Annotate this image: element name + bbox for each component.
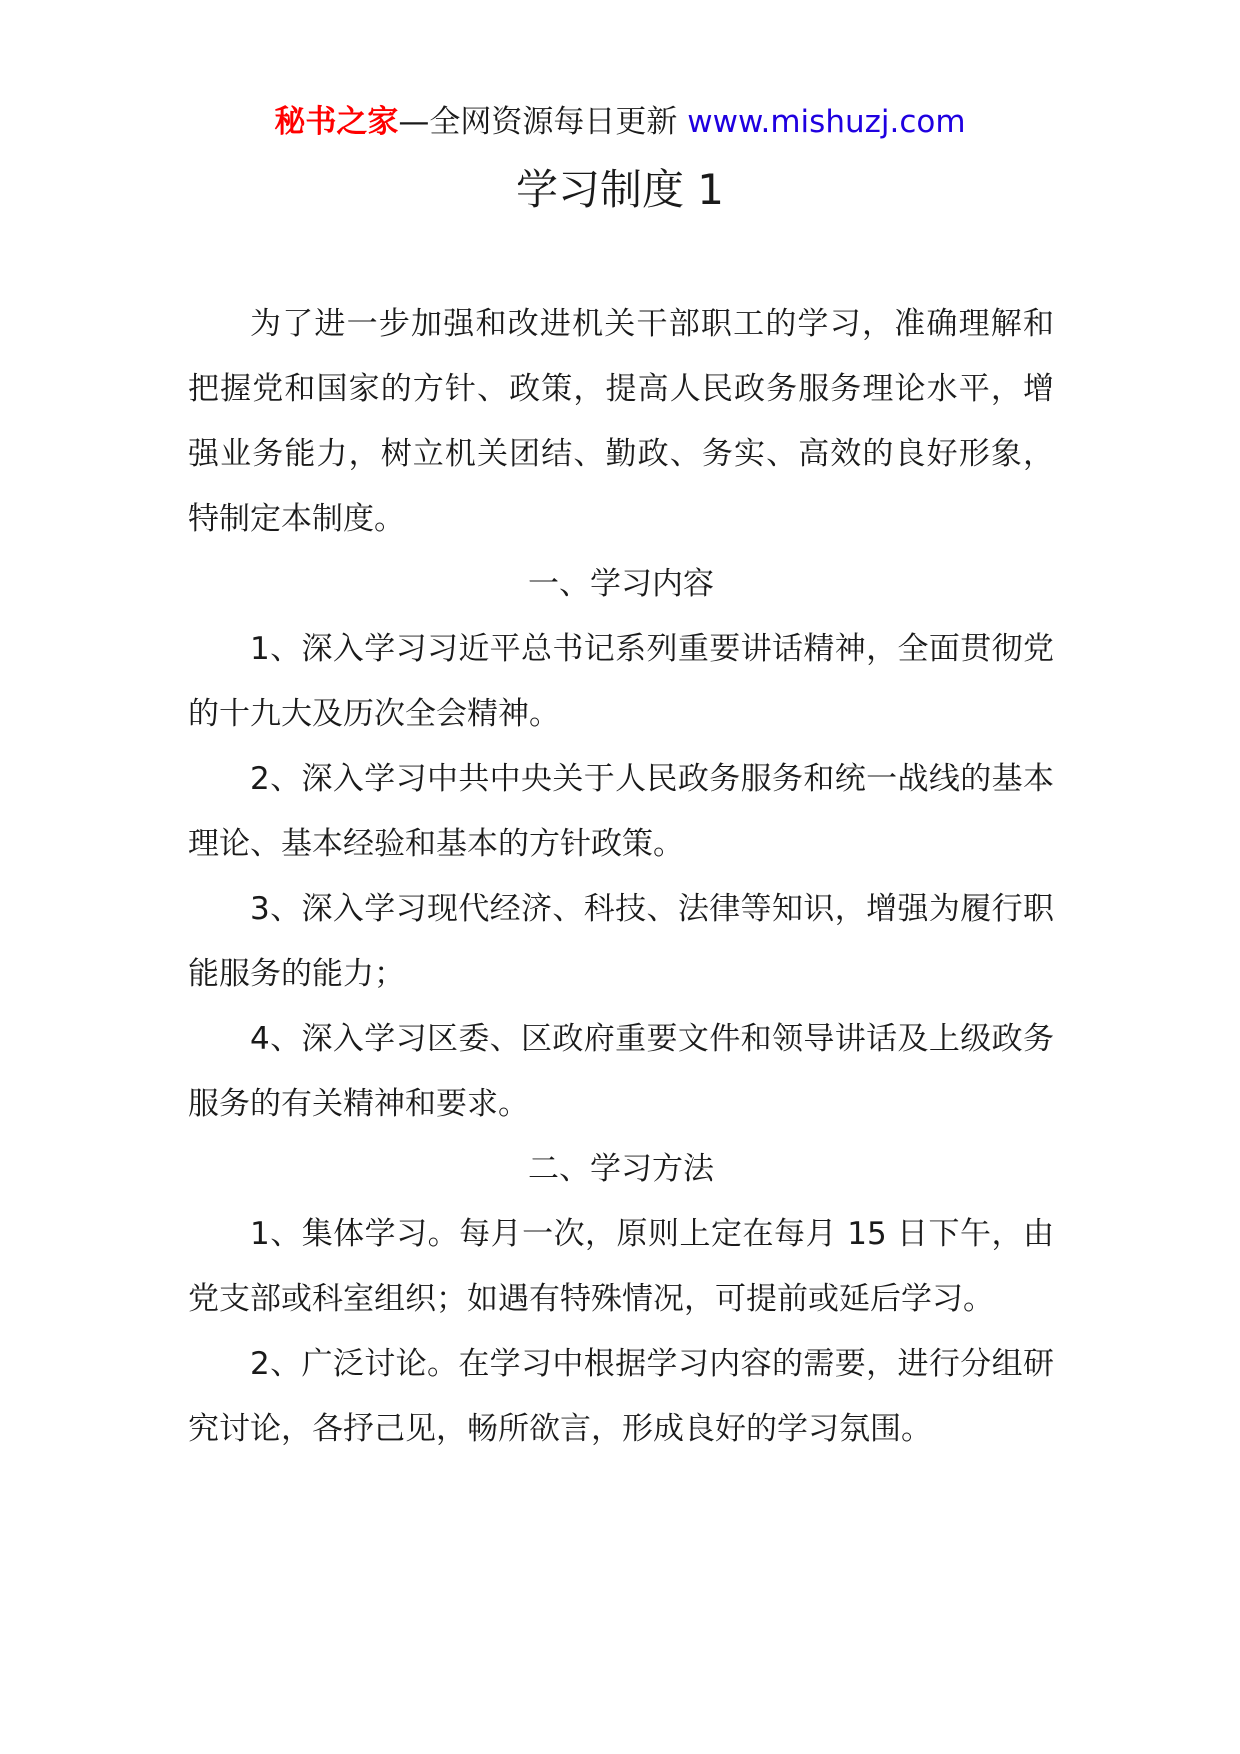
site-url-link[interactable]: www.mishuzj.com: [687, 104, 966, 140]
header-slogan: —全网资源每日更新: [398, 104, 678, 140]
brand-name: 秘书之家: [274, 104, 399, 140]
intro-paragraph: 为了进一步加强和改进机关干部职工的学习，准确理解和把握党和国家的方针、政策，提高人民政务服务理论水平，增强业务能力，树立机关团结、勤政、务实、高效的良好形象，特制定本制度。: [188, 306, 1054, 537]
method-item-1: 1、集体学习。每月一次，原则上定在每月 15 日下午，由党支部或科室组织；如遇有特殊情况，可提前或延后学习。: [188, 1216, 1054, 1317]
site-header: [0, 100, 1240, 144]
content-item-1: 1、深入学习习近平总书记系列重要讲话精神，全面贯彻党的十九大及历次全会精神。: [188, 631, 1054, 732]
content-item-4: 4、深入学习区委、区政府重要文件和领导讲话及上级政务服务的有关精神和要求。: [188, 1021, 1054, 1122]
section-heading-method: 二、学习方法: [528, 1151, 714, 1187]
content-item-2: 2、深入学习中共中央关于人民政务服务和统一战线的基本理论、基本经验和基本的方针政策。: [188, 761, 1054, 862]
document-body: [188, 292, 1054, 1462]
section-heading-content: 一、学习内容: [528, 566, 714, 602]
content-item-3: 3、深入学习现代经济、科技、法律等知识，增强为履行职能服务的能力；: [188, 891, 1054, 992]
document-title: 学习制度 1: [515, 165, 725, 214]
method-item-2: 2、广泛讨论。在学习中根据学习内容的需要，进行分组研究讨论，各抒己见，畅所欲言，形成良好的学习氛围。: [188, 1346, 1054, 1447]
